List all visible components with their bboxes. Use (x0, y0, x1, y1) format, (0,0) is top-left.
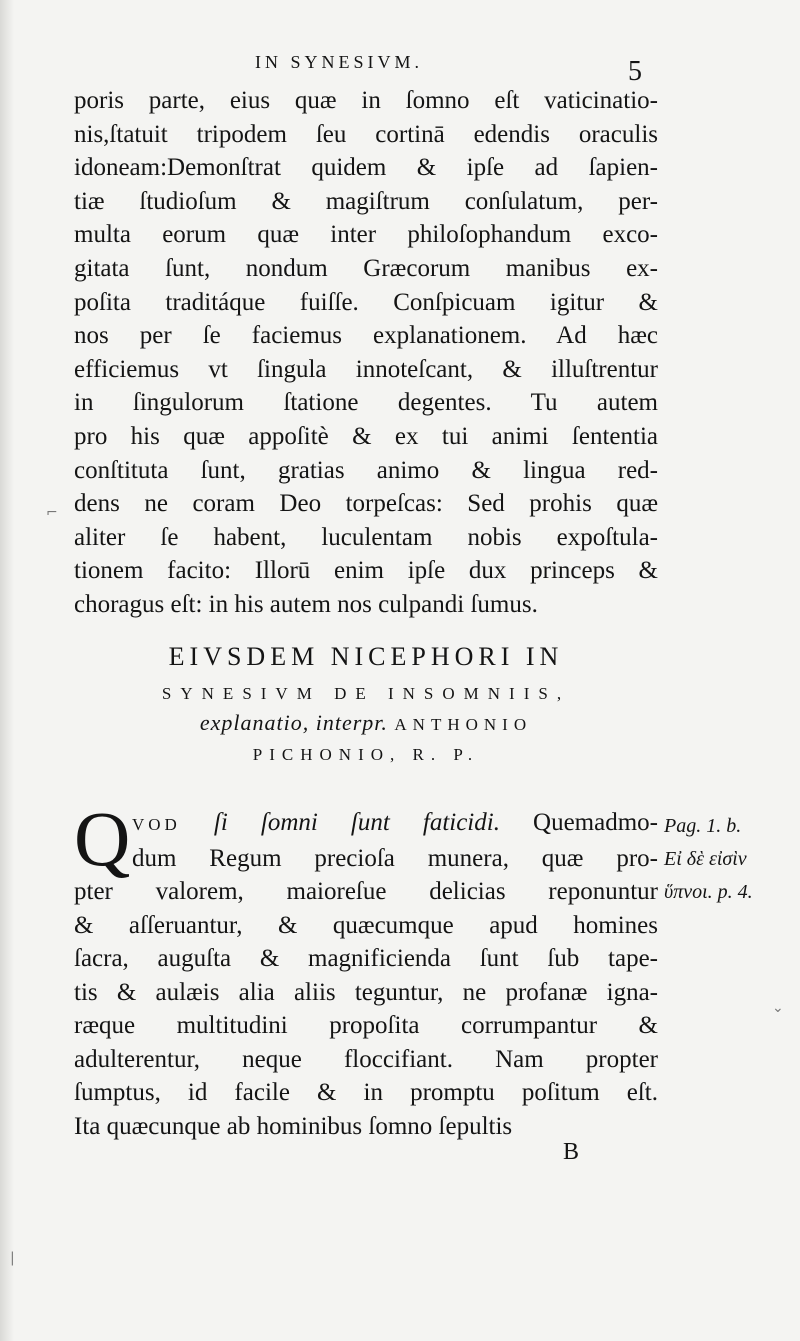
ink-speck: | (10, 1250, 15, 1266)
title-caps-part: ANTHONIO (394, 715, 533, 734)
first-line-lemma: ſi ſomni ſunt faticidi. (213, 809, 500, 836)
text-line: tionem facito: Illorū enim ipſe dux princeps & (74, 557, 658, 585)
text-line: tis & aulæis alia aliis teguntur, ne profanæ igna- (74, 978, 658, 1006)
margin-note (664, 810, 789, 909)
first-line-rest: Quemadmo- (533, 809, 658, 836)
text-line: & aſſeruantur, & quæcumque apud homines (74, 911, 658, 939)
text-line: dens ne coram Deo torpeſcas: Sed prohis quæ (74, 490, 658, 518)
body-text-top (74, 84, 658, 622)
section-title-line-4: PICHONIO, R. P. (252, 745, 480, 764)
text-line: multa eorum quæ inter philoſophandum exco- (74, 221, 658, 249)
text-line: nis,ſtatuit tripodem ſeu cortinā edendis oraculis (74, 120, 658, 148)
text-line: tiæ ſtudioſum & magiſtrum conſulatum, per- (74, 187, 658, 215)
margin-note-line: Pag. 1. b. (664, 815, 742, 837)
text-line: in ſingulorum ſtatione degentes. Tu autem (74, 389, 658, 417)
text-line: ſacra, auguſta & magnificienda ſunt ſub tape- (74, 945, 658, 972)
text-line: pro his quæ appoſitè & ex tui animi ſententia (74, 422, 658, 450)
running-head: IN SYNESIVM. (255, 52, 424, 72)
drop-capital: Q (74, 795, 131, 882)
section-title-line-3 (74, 710, 658, 736)
text-line: idoneam:Demonſtrat quidem & ipſe ad ſapien- (74, 154, 658, 182)
text-line: dum Regum precioſa munera, quæ pro- (132, 844, 658, 872)
margin-note-line: Εἰ δὲ εἰσὶν (664, 848, 747, 870)
text-line: pter valorem, maioreſue delicias reponuntur (74, 878, 658, 905)
signature-mark: B (563, 1139, 580, 1165)
body-text-section (74, 795, 658, 1143)
page-number: 5 (628, 56, 642, 87)
section-title-line-1: EIVSDEM NICEPHORI IN (168, 642, 564, 671)
text-line: conſtituta ſunt, gratias animo & lingua red- (74, 456, 658, 484)
text-line: Ita quæcunque ab hominibus ſomno ſepultis (74, 1112, 513, 1140)
section-title-line-2: SYNESIVM DE INSOMNIIS, (161, 684, 571, 703)
text-line: ræque multitudini propoſita corrumpantur & (74, 1012, 658, 1039)
title-italic-part: explanatio, interpr. (199, 710, 388, 735)
text-line: adulterentur, neque floccifiant. Nam propter (74, 1045, 658, 1073)
ink-speck: ⌐ (46, 505, 58, 521)
text-line: poris parte, eius quæ in ſomno eſt vaticinatio- (74, 87, 658, 114)
ink-speck: ⌄ (772, 1000, 784, 1016)
text-line: gitata ſunt, nondum Græcorum manibus ex- (74, 254, 658, 282)
first-line (74, 806, 658, 842)
margin-note-line: ὕπνοι. p. 4. (664, 881, 753, 903)
first-line-caps: VOD (132, 815, 181, 834)
text-line: choragus eſt: in his autem nos culpandi ſumus. (74, 590, 538, 618)
text-line: nos per ſe faciemus explanationem. Ad hæc (74, 322, 658, 350)
scan-edge-shadow (0, 0, 14, 1341)
text-line: ſumptus, id facile & in promptu poſitum eſt. (74, 1079, 658, 1106)
text-line: poſita traditáque fuiſſe. Conſpicuam igitur & (74, 288, 658, 316)
text-line: aliter ſe habent, luculentam nobis expoſtula- (74, 523, 658, 551)
text-line: efficiemus vt ſingula innoteſcant, & illuſtrentur (74, 355, 658, 383)
